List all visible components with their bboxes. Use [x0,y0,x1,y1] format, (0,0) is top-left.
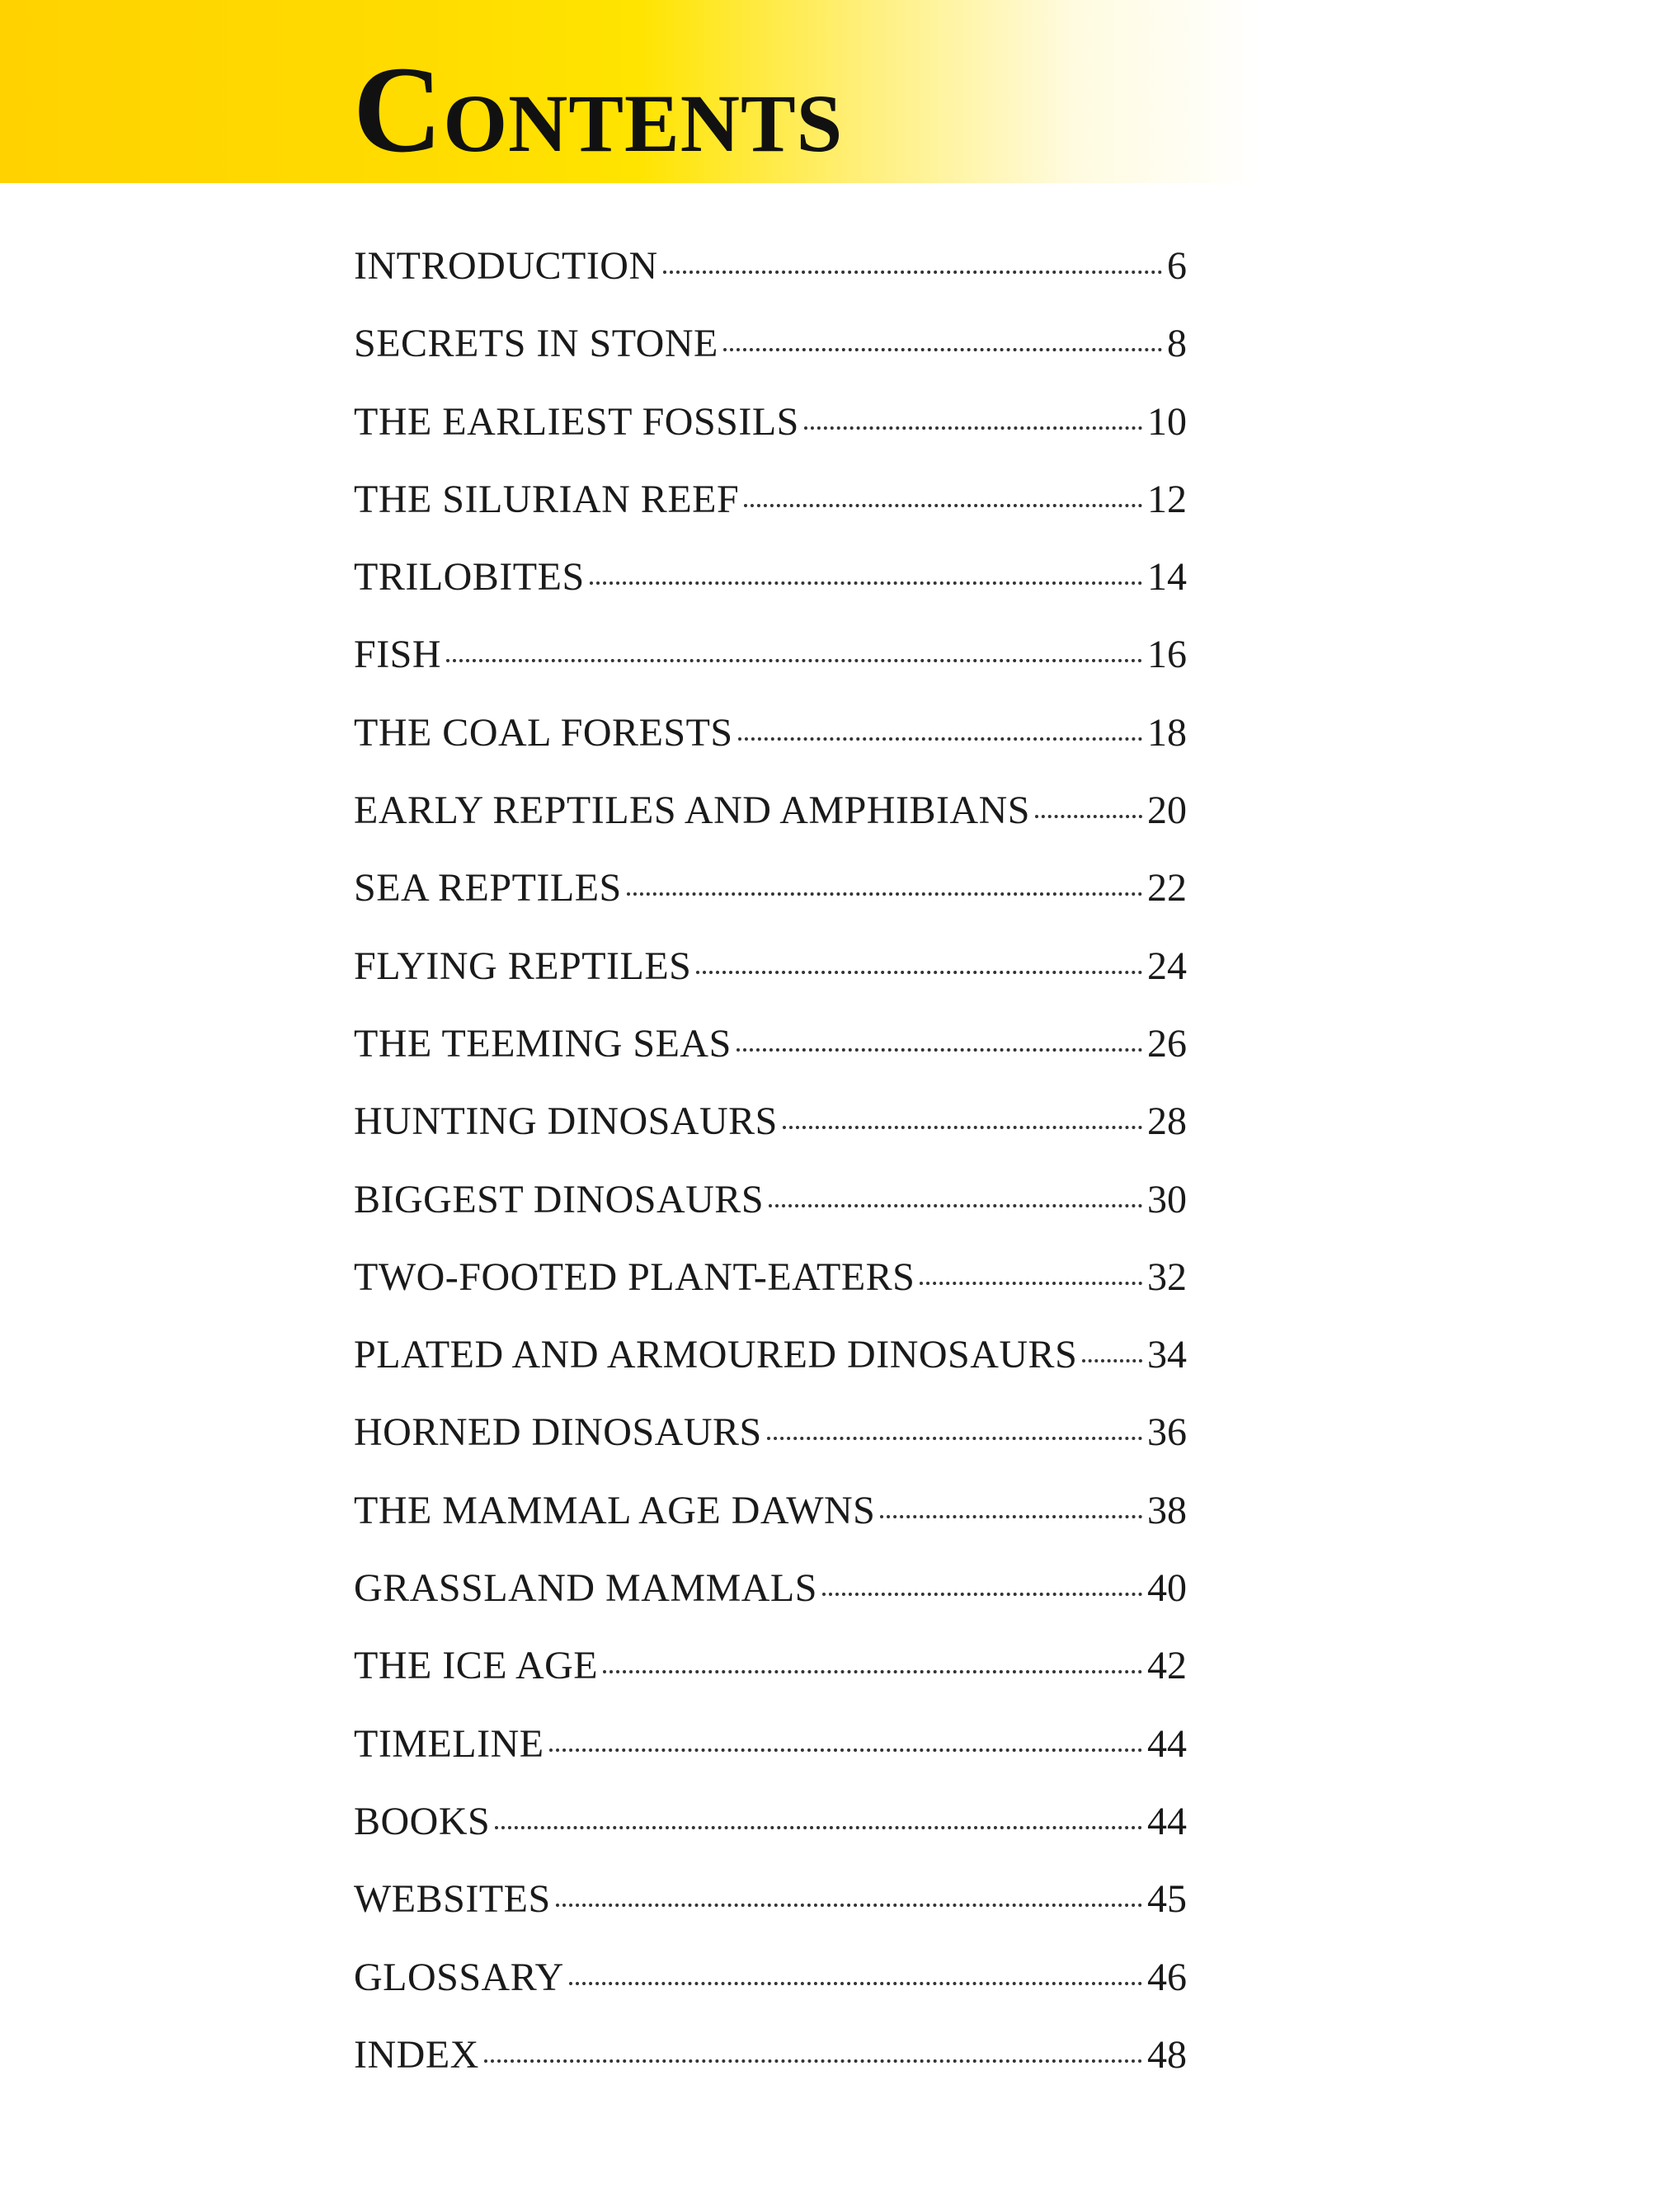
toc-entry-page: 44 [1147,1721,1187,1766]
toc-entry[interactable] [354,850,1187,927]
toc-entry-page: 46 [1147,1955,1187,1999]
toc-entry-label: WEBSITES [354,1877,551,1922]
title-initial: C [353,41,444,178]
toc-entry-page: 16 [1147,633,1187,677]
toc-entry-label: HUNTING DINOSAURS [354,1099,778,1144]
toc-entry-label: BOOKS [354,1799,491,1843]
toc-entry-page: 42 [1147,1644,1187,1688]
toc-entry[interactable] [354,772,1187,850]
toc-entry-label: INDEX [354,2032,479,2077]
toc-entry[interactable] [354,1239,1187,1316]
toc-entry-page: 30 [1147,1177,1187,1221]
page-title [353,41,844,186]
toc-entry[interactable] [354,1472,1187,1550]
dot-leader [769,1204,1142,1207]
toc-entry-label: GRASSLAND MAMMALS [354,1566,817,1611]
dot-leader [549,1748,1142,1752]
dot-leader [1035,815,1142,818]
toc-entry[interactable] [354,1706,1187,1783]
toc-entry[interactable] [354,1316,1187,1394]
toc-entry-label: HORNED DINOSAURS [354,1410,762,1455]
dot-leader [738,737,1142,741]
toc-entry[interactable] [354,539,1187,616]
toc-entry-label: THE SILURIAN REEF [354,477,740,521]
toc-entry[interactable] [354,616,1187,694]
toc-entry-page: 45 [1147,1877,1187,1922]
toc-entry-page: 10 [1147,399,1187,444]
toc-entry-page: 48 [1147,2032,1187,2077]
dot-leader [663,271,1162,274]
toc-entry[interactable] [354,1861,1187,1938]
dot-leader [590,581,1142,585]
toc-entry-label: PLATED AND ARMOURED DINOSAURS [354,1333,1078,1377]
toc-entry-label: TIMELINE [354,1721,544,1766]
dot-leader [920,1282,1142,1285]
toc-entry[interactable] [354,1083,1187,1160]
toc-entry-page: 22 [1147,866,1187,911]
toc-entry-label: THE COAL FORESTS [354,710,733,755]
toc-entry[interactable] [354,228,1187,305]
toc-entry[interactable] [354,1627,1187,1705]
toc-entry[interactable] [354,1783,1187,1861]
toc-entry-label: SECRETS IN STONE [354,322,718,366]
dot-leader [767,1437,1142,1440]
toc-entry-page: 34 [1147,1333,1187,1377]
toc-entry-page: 44 [1147,1799,1187,1843]
toc-entry-page: 20 [1147,788,1187,833]
toc-entry-label: TRILOBITES [354,555,585,600]
toc-entry-page: 28 [1147,1099,1187,1144]
toc-entry-label: BIGGEST DINOSAURS [354,1177,765,1221]
dot-leader [627,892,1142,896]
toc-entry[interactable] [354,384,1187,461]
table-of-contents [354,228,1187,2094]
dot-leader [556,1904,1142,1907]
toc-entry-page: 6 [1167,244,1187,288]
toc-entry-label: FLYING REPTILES [354,944,692,988]
toc-entry[interactable] [354,1161,1187,1239]
toc-entry-label: FISH [354,633,442,677]
dot-leader [723,348,1162,351]
dot-leader [603,1670,1142,1673]
toc-entry-label: SEA REPTILES [354,866,622,911]
dot-leader [822,1593,1142,1596]
toc-entry[interactable] [354,1550,1187,1627]
dot-leader [446,659,1142,662]
toc-entry-label: TWO-FOOTED PLANT-EATERS [354,1254,915,1299]
dot-leader [783,1126,1142,1129]
toc-entry-page: 14 [1147,555,1187,600]
toc-entry[interactable] [354,1005,1187,1083]
toc-entry[interactable] [354,928,1187,1005]
toc-entry[interactable] [354,1394,1187,1471]
toc-entry[interactable] [354,694,1187,772]
toc-entry[interactable] [354,2017,1187,2094]
toc-entry-page: 8 [1167,322,1187,366]
dot-leader [696,971,1142,974]
dot-leader [495,1826,1142,1829]
dot-leader [1082,1359,1142,1362]
toc-entry-page: 38 [1147,1488,1187,1532]
toc-entry-label: THE TEEMING SEAS [354,1021,732,1066]
toc-entry-page: 24 [1147,944,1187,988]
toc-entry-label: GLOSSARY [354,1955,564,1999]
toc-entry-page: 32 [1147,1254,1187,1299]
toc-entry-label: THE ICE AGE [354,1644,599,1688]
toc-entry-page: 40 [1147,1566,1187,1611]
dot-leader [569,1982,1142,1985]
toc-entry[interactable] [354,305,1187,383]
toc-entry-page: 26 [1147,1021,1187,1066]
dot-leader [736,1048,1142,1052]
toc-entry[interactable] [354,461,1187,539]
toc-entry-page: 36 [1147,1410,1187,1455]
dot-leader [880,1515,1142,1518]
dot-leader [804,426,1142,430]
toc-entry[interactable] [354,1939,1187,2017]
title-rest: ONTENTS [443,78,844,169]
toc-entry-label: INTRODUCTION [354,244,658,288]
toc-entry-page: 12 [1147,477,1187,521]
toc-entry-label: THE MAMMAL AGE DAWNS [354,1488,876,1532]
toc-entry-label: THE EARLIEST FOSSILS [354,399,799,444]
toc-entry-page: 18 [1147,710,1187,755]
dot-leader [484,2059,1142,2063]
toc-entry-label: EARLY REPTILES AND AMPHIBIANS [354,788,1030,833]
dot-leader [744,504,1142,507]
